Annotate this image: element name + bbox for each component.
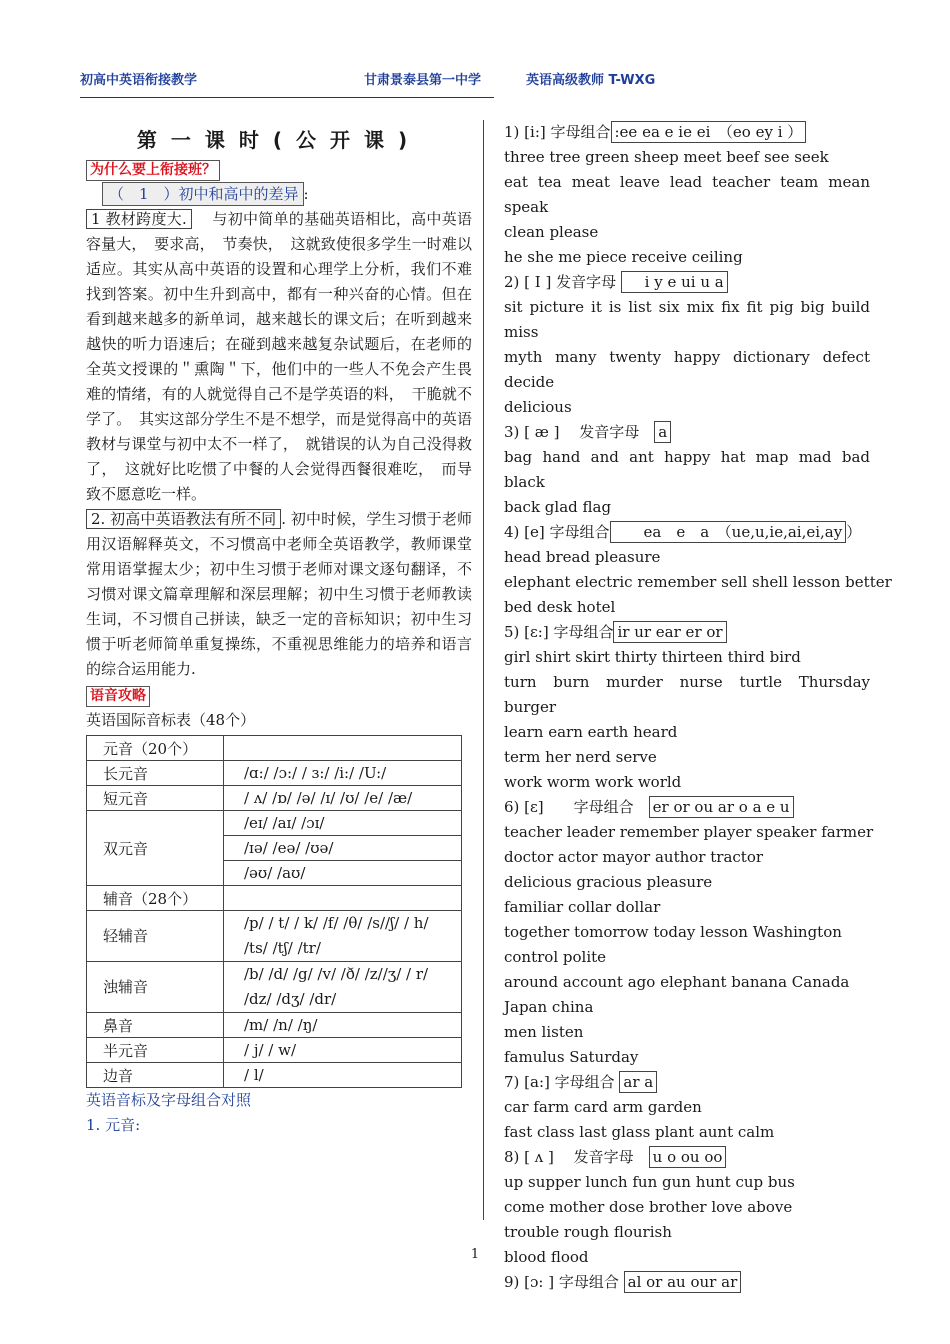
vowel-title: 1. 元音: <box>86 1116 141 1134</box>
paragraph-1 <box>86 207 472 507</box>
example-words: delicious <box>504 398 572 416</box>
example-words: burger <box>504 698 557 716</box>
example-words: he she me piece receive ceiling <box>504 248 743 266</box>
header-school: 甘肃景泰县第一中学 <box>364 73 482 88</box>
example-words: back glad flag <box>504 498 612 516</box>
phoneme-heading: 8) [ ʌ ] 发音字母 u o ou oo <box>504 1145 870 1170</box>
paragraph-2-text: . 初中时候，学生习惯于老师用汉语解释英文，不习惯高中老师全英语教学，教师课堂常用语掌握太少；初中生习惯于老师对课文逐句翻译，不习惯对课文篇章理解和深层理解；初中生习惯于老师教读生词，不习惯自己拼读，缺乏一定的音标知识；初中生习惯于听老师简单重复操练，不重视思维能力的培养和语言的综合运用能力. <box>86 510 472 678</box>
letter-combination-box: ir ur ear er or <box>613 621 726 643</box>
example-words: elephant electric remember sell shell lesson better <box>504 573 892 591</box>
phoneme-heading: 1) [i:] 字母组合 :ee ea e ie ei （eo ey i ） <box>504 120 870 145</box>
example-words: blood flood <box>504 1248 589 1266</box>
table-caption: 英语国际音标表（48个） <box>86 711 256 729</box>
example-words: girl shirt skirt thirty thirteen third bird <box>504 648 801 666</box>
paragraph-2-label: 2. 初高中英语教法有所不同 <box>86 509 281 529</box>
example-words: famulus Saturday <box>504 1048 639 1066</box>
example-words: trouble rough flourish <box>504 1223 672 1241</box>
letter-combination-box: al or au our ar <box>624 1271 742 1293</box>
example-words: turn burn murder nurse turtle Thursday <box>504 673 870 691</box>
example-words: Japan china <box>504 998 594 1016</box>
right-column <box>504 120 892 1295</box>
example-words: familiar collar dollar <box>504 898 661 916</box>
phoneme-heading: 4) [e] 字母组合 ea e a （ue,u,ie,ai,ei,ay ） <box>504 523 862 541</box>
phoneme-heading: 6) [ɛ] 字母组合 er or ou ar o a e u <box>504 795 870 820</box>
example-words: come mother dose brother love above <box>504 1198 793 1216</box>
example-words: delicious gracious pleasure <box>504 873 713 891</box>
why-heading: 为什么要上衔接班？ <box>86 160 220 181</box>
letter-combination-box: ea e a （ue,u,ie,ai,ei,ay <box>610 521 847 543</box>
example-words: learn earn earth heard <box>504 723 678 741</box>
letter-combination-box: er or ou ar o a e u <box>649 796 794 818</box>
page-number: 1 <box>470 1247 480 1262</box>
example-words: fast class last glass plant aunt calm <box>504 1123 775 1141</box>
example-words: miss <box>504 323 539 341</box>
example-words: car farm card arm garden <box>504 1098 702 1116</box>
phoneme-heading: 2) [ I ] 发音字母 i y e ui u a <box>504 270 870 295</box>
example-words: around account ago elephant banana Canada <box>504 973 850 991</box>
example-words: bed desk hotel <box>504 598 616 616</box>
example-words: together tomorrow today lesson Washington <box>504 923 842 941</box>
example-words: term her nerd serve <box>504 748 657 766</box>
letter-combination-box: a <box>654 421 671 443</box>
header-course: 初高中英语衔接教学 <box>80 73 198 88</box>
example-words: sit picture it is list six mix fix fit pig big build <box>504 298 870 316</box>
lesson-title: 第一课时(公开课) <box>136 128 422 152</box>
example-words: teacher leader remember player speaker farmer <box>504 823 874 841</box>
phoneme-heading: 9) [ɔ: ] 字母组合 al or au our ar <box>504 1270 870 1295</box>
paragraph-2 <box>86 507 472 682</box>
difference-subheading: （ 1 ）初中和高中的差异 <box>102 182 304 206</box>
page-header <box>80 67 656 98</box>
strategy-heading: 语音攻略 <box>86 686 150 707</box>
example-words: myth many twenty happy dictionary defect decide <box>504 348 870 391</box>
example-words: work worm work world <box>504 773 682 791</box>
phoneme-heading: 3) [ æ ] 发音字母 a <box>504 420 870 445</box>
left-column: 第一课时(公开课) 为什么要上衔接班？ （ 1 ）初中和高中的差异 : 1 教材跨度大. 与初中简单的基础英语相比，高中英语容量大， 要求高， 节奏快， 这就致使很多学生一时难以适应。其实从高中英语的设置和心理学上分析，我们不难找到答案。初中生升到高中，都有一种兴奋的心情。但在看到越来越多的新单词，越来越长的课文后；在听到越来越快的听力语速后；在碰到越来越复杂试题后，在老师的全英文授课的＂熏陶＂下，他们中的一些人不免会产生畏难的情绪，有的人就觉得自己不是学英语的料， 干脆就不学了。 其实这部分学生不是不想学，而是觉得高中的英语教材与课堂与初中太不一样了， 就错误的认为自己没得救了， 这就好比吃惯了中餐的人会觉得西餐很难吃， 而导致不愿意吃一样。 2. 初高中英语教法有所不同 . 初中时候，学生习惯于老师用汉语解释英文，不习惯高中老师全英语教学，教师课堂常用语掌握太少；初中生习惯于老师对课文逐句翻译，不习惯对课文篇章理解和深层理解；初中生习惯于老师教读生词，不习惯自己拼读，缺乏一定的音标知识；初中生习惯于听老师简单重复操练，不重视思维能力的培养和语言的综合运用能力. 语音攻略 英语国际音标表（48个） 元音（20个） 长元音 /ɑ:/ /ɔ:/ / ɜ:/ /i:/ /U:/ 短元音 / ʌ/ /ɒ/ /ə/ /ɪ/ /ʊ/ /e/ /æ/ 双元音 /eɪ/ /aɪ/ /ɔɪ/ /ɪə/ /eə/ /ʊə/ /əʊ/ /aʊ/ 辅音（28个） 轻辅音 /p/ / t/ / k/ /f/ /θ/ /s//ʃ/ / h/ /ts/ /tʃ/ /tr/ 浊辅音 /b/ /d/ /g/ /v/ /ð/ /z//ʒ/ / r/ /dz/ /dʒ/ /dr/ 鼻音 /m/ /n/ /ŋ/ 半元音 / j/ / w/ 边音 / l/ 英语音标及字母组合对照 1. 元音: <box>86 120 472 1138</box>
example-words: men listen <box>504 1023 584 1041</box>
phoneme-heading: 7) [a:] 字母组合 ar a <box>504 1070 870 1095</box>
paragraph-1-text: 与初中简单的基础英语相比，高中英语容量大， 要求高， 节奏快， 这就致使很多学生一时难以适应。其实从高中英语的设置和心理学上分析，我们不难找到答案。初中生升到高中，都有一种兴奋的心情。但在看到越来越多的新单词，越来越长的课文后；在听到越来越快的听力语速后；在碰到越来越复杂试题后，在老师的全英文授课的＂熏陶＂下，他们中的一些人不免会产生畏难的情绪，有的人就觉得自己不是学英语的料， 干脆就不学了。 其实这部分学生不是不想学，而是觉得高中的英语教材与课堂与初中太不一样了， 就错误的认为自己没得救了， 这就好比吃惯了中餐的人会觉得西餐很难吃， 而导致不愿意吃一样。 <box>86 210 472 503</box>
example-words: bag hand and ant happy hat map mad bad black <box>504 448 870 491</box>
example-words: head bread pleasure <box>504 548 661 566</box>
phoneme-heading: 5) [ɛ:] 字母组合 ir ur ear er or <box>504 620 870 645</box>
example-words: up supper lunch fun gun hunt cup bus <box>504 1173 795 1191</box>
paragraph-1-label: 1 教材跨度大. <box>86 209 192 229</box>
letter-combination-box: u o ou oo <box>649 1146 727 1168</box>
letter-combination-box: ar a <box>619 1071 657 1093</box>
example-words: doctor actor mayor author tractor <box>504 848 764 866</box>
example-words: clean please <box>504 223 599 241</box>
letter-combination-box: :ee ea e ie ei （eo ey i ） <box>611 121 807 143</box>
column-divider <box>483 120 484 1220</box>
header-teacher: 英语高级教师 T-WXG <box>526 73 656 88</box>
compare-title: 英语音标及字母组合对照 <box>86 1091 252 1109</box>
letter-combination-box: i y e ui u a <box>621 271 728 293</box>
ipa-table: 元音（20个） 长元音 /ɑ:/ /ɔ:/ / ɜ:/ /i:/ /U:/ 短元音 / ʌ/ /ɒ/ /ə/ /ɪ/ /ʊ/ /e/ /æ/ 双元音 /eɪ/ /aɪ/ /ɔɪ/ /ɪə/ /eə/ /ʊə/ /əʊ/ /aʊ/ 辅音（28个） 轻辅音 /p/ / t/ / k/ /f/ /θ/ /s//ʃ/ / h/ /ts/ /tʃ/ /tr/ 浊辅音 /b/ /d/ /g/ /v/ /ð/ /z//ʒ/ / r/ /dz/ /dʒ/ /dr/ 鼻音 /m/ /n/ /ŋ/ 半元音 / j/ / w/ 边音 / l/ <box>86 735 462 1088</box>
example-words: three tree green sheep meet beef see seek <box>504 148 829 166</box>
example-words: eat tea meat leave lead teacher team mean speak <box>504 173 870 216</box>
example-words: control polite <box>504 948 607 966</box>
